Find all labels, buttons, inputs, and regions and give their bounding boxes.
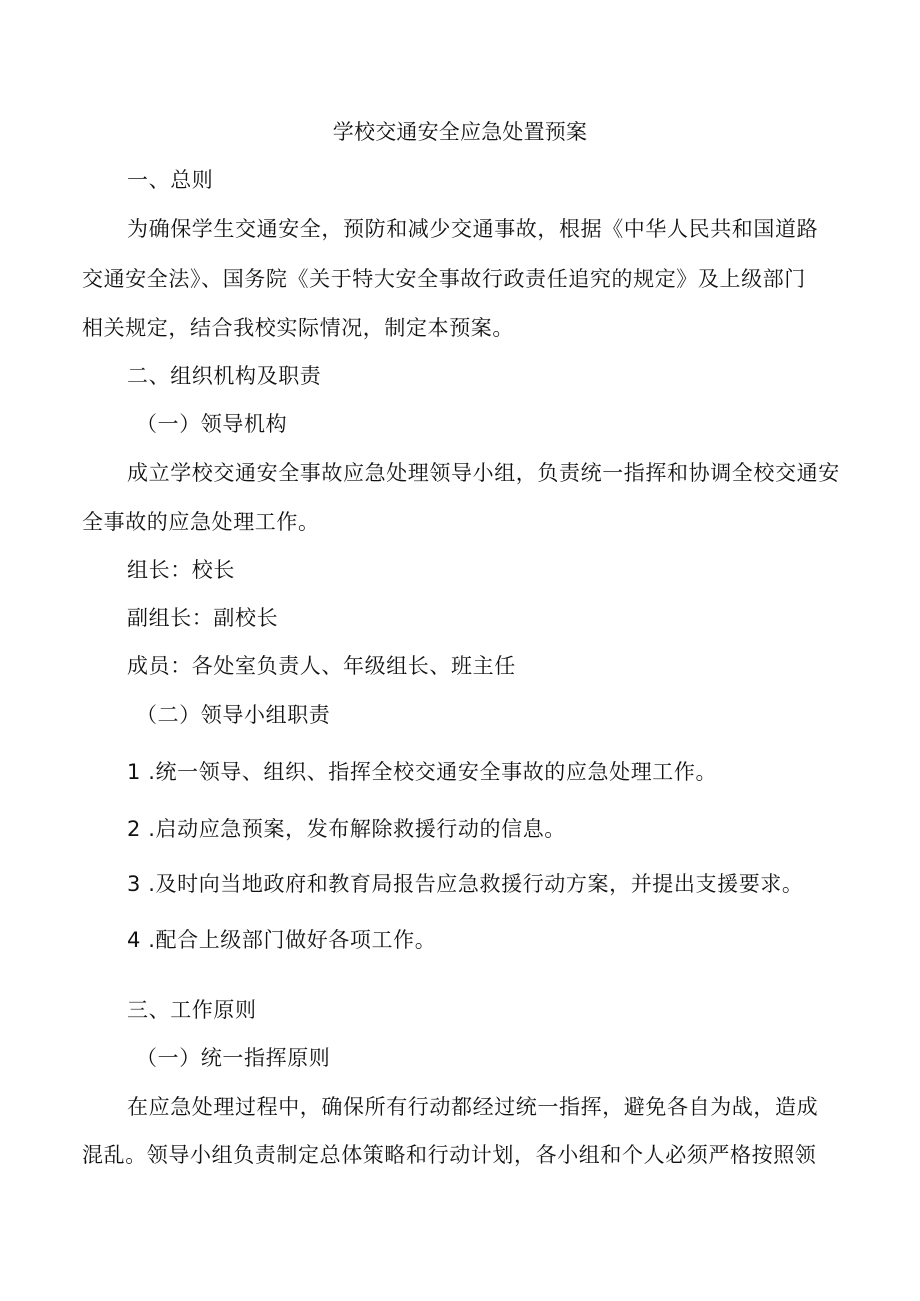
members-line: 成员：各处室负责人、年级组长、班主任: [127, 654, 516, 678]
paragraph-line: 混乱。领导小组负责制定总体策略和行动计划，各小组和个人必须严格按照领: [82, 1143, 817, 1167]
subsection-heading-duties: （二）领导小组职责: [136, 703, 331, 727]
section-heading-general: 一、总则: [127, 168, 214, 192]
paragraph-line: 成立学校交通安全事故应急处理领导小组，负责统一指挥和协调全校交通安: [127, 461, 840, 485]
subsection-heading-unified-command: （一）统一指挥原则: [136, 1046, 331, 1070]
paragraph-line: 相关规定，结合我校实际情况，制定本预案。: [82, 316, 514, 340]
section-heading-principles: 三、工作原则: [127, 998, 257, 1022]
document-title: 学校交通安全应急处置预案: [332, 120, 588, 144]
paragraph-line: 为确保学生交通安全，预防和减少交通事故，根据《中华人民共和国道路: [127, 217, 819, 241]
list-item: 3 .及时向当地政府和教育局报告应急救援行动方案，并提出支援要求。: [127, 872, 804, 896]
paragraph-line: 在应急处理过程中，确保所有行动都经过统一指挥，避免各自为战，造成: [127, 1095, 819, 1119]
section-heading-organization: 二、组织机构及职责: [127, 364, 322, 388]
list-item: 2 .启动应急预案，发布解除救援行动的信息。: [127, 817, 566, 841]
subsection-heading-leadership: （一）领导机构: [136, 412, 288, 436]
paragraph-line: 全事故的应急处理工作。: [82, 510, 320, 534]
list-item: 4 .配合上级部门做好各项工作。: [127, 928, 437, 952]
paragraph-line: 交通安全法》、国务院《关于特大安全事故行政责任追究的规定》及上级部门: [82, 267, 806, 291]
leader-line: 组长：校长: [127, 558, 235, 582]
list-item: 1 .统一领导、组织、指挥全校交通安全事故的应急处理工作。: [127, 760, 718, 784]
deputy-leader-line: 副组长：副校长: [127, 606, 279, 630]
